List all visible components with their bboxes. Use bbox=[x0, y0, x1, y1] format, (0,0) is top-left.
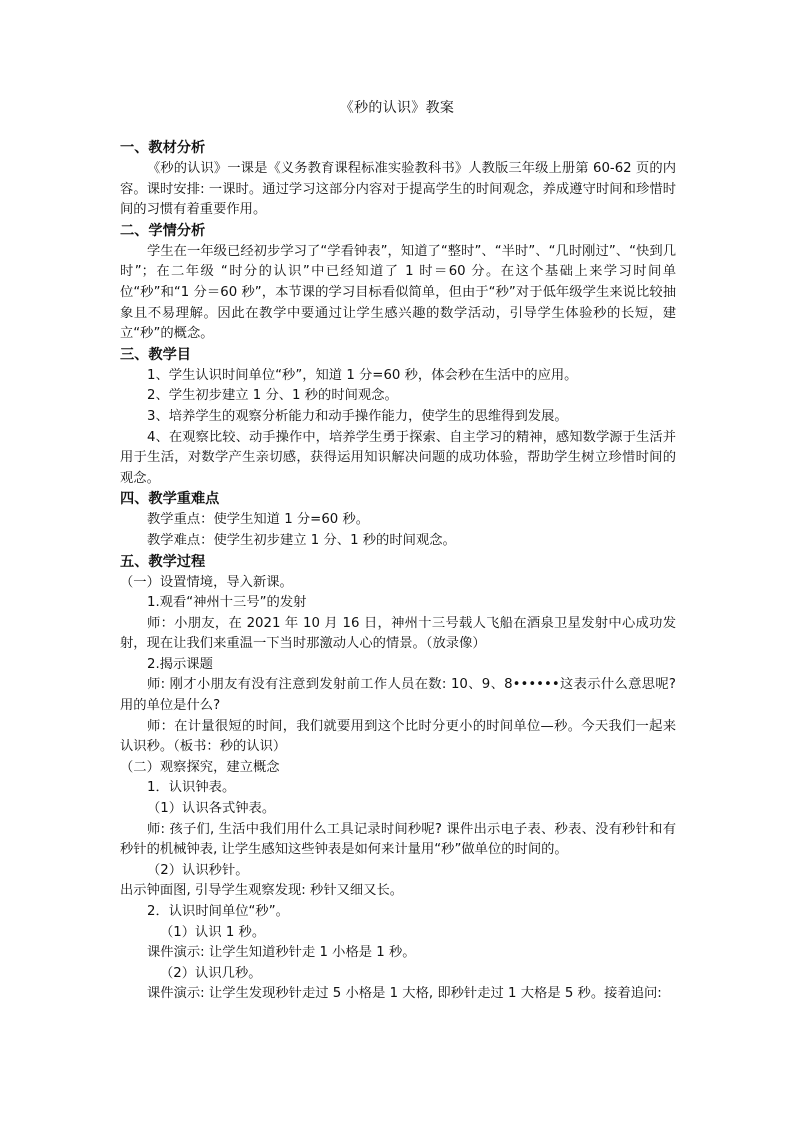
paragraph: 2、学生初步建立 1 分、1 秒的时间观念。 bbox=[147, 388, 398, 404]
paragraph: 《秒的认识》一课是《义务教育课程标准实验教科书》人教版三年级上册第 60-62 页的内容。课时安排: 一课时。通过学习这部分内容对于提高学生的时间观念，养成遵守时间和珍惜时间的习惯有着重要作用。 bbox=[120, 161, 676, 218]
paragraph: （2）认识几秒。 bbox=[160, 965, 262, 981]
paragraph: 师: 刚才小朋友有没有注意到发射前工作人员在数: 10、9、8••••••这表示什么意思呢? 用的单位是什么? bbox=[120, 677, 676, 714]
paragraph: （2）认识秒针。 bbox=[147, 862, 249, 878]
paragraph: 师：小朋友，在 2021 年 10 月 16 日，神州十三号载人飞船在酒泉卫星发射中心成功发射，现在让我们来重温一下当时那激动人心的情景。（放录像） bbox=[120, 615, 676, 652]
paragraph: 1.观看“神州十三号”的发射 bbox=[147, 595, 307, 611]
paragraph: 课件演示: 让学生发现秒针走过 5 小格是 1 大格, 即秒针走过 1 大格是 5 秒。接着追问: bbox=[147, 986, 662, 1002]
section-heading: 一、教材分析 bbox=[120, 140, 206, 156]
section-heading: 四、教学重难点 bbox=[120, 491, 220, 508]
subsection-heading: （一）设置情境，导入新课。 bbox=[120, 574, 293, 590]
paragraph: 师: 孩子们, 生活中我们用什么工具记录时间秒呢? 课件出示电子表、秒表、没有秒针和有秒针的机械钟表, 让学生感知这些钟表是如何来计量用“秒”做单位的时间的。 bbox=[120, 821, 676, 858]
paragraph: 4、在观察比较、动手操作中，培养学生勇于探索、自主学习的精神，感知数学源于生活并用于生活，对数学产生亲切感，获得运用知识解决问题的成功体验，帮助学生树立珍惜时间的观念。 bbox=[120, 429, 676, 486]
paragraph: 出示钟面图, 引导学生观察发现: 秒针又细又长。 bbox=[120, 883, 404, 899]
section-heading: 五、教学过程 bbox=[120, 553, 206, 570]
paragraph: （1）认识 1 秒。 bbox=[160, 924, 266, 940]
section-heading: 二、学情分析 bbox=[120, 222, 206, 239]
paragraph: （1）认识各式钟表。 bbox=[147, 801, 276, 817]
document-title: 《秒的认识》教案 bbox=[339, 100, 455, 116]
document-body bbox=[120, 138, 676, 1005]
paragraph: 师：在计量很短的时间，我们就要用到这个比时分更小的时间单位—秒。今天我们一起来认识秒。（板书：秒的认识） bbox=[120, 718, 676, 755]
paragraph: 3、培养学生的观察分析能力和动手操作能力，使学生的思维得到发展。 bbox=[147, 408, 568, 424]
paragraph: 1．认识钟表。 bbox=[147, 780, 236, 796]
subsection-heading: （二）观察探究，建立概念 bbox=[120, 759, 280, 775]
paragraph: 课件演示: 让学生知道秒针走 1 小格是 1 秒。 bbox=[147, 945, 416, 961]
paragraph: 学生在一年级已经初步学习了“学看钟表”，知道了“整时”、“半时”、“几时刚过”、“快到几时”；在二年级 “时分的认识”中已经知道了 1 时＝60 分。在这个基础上来学习时间单位“秒”和“1 分＝60 秒”，本节课的学习目标看似简单，但由于“秒”对于低年级学生来说比较抽象且不易理解。因此在教学中要通过让学生感兴趣的数学活动，引导学生体验秒的长短，建立“秒”的概念。 bbox=[120, 243, 676, 342]
paragraph: 教学重点：使学生知道 1 分=60 秒。 bbox=[147, 512, 370, 528]
paragraph: 2.揭示课题 bbox=[147, 656, 213, 672]
paragraph: 1、学生认识时间单位“秒”，知道 1 分=60 秒，体会秒在生活中的应用。 bbox=[147, 367, 578, 383]
section-heading: 三、教学目 bbox=[120, 346, 191, 363]
paragraph: 教学难点：使学生初步建立 1 分、1 秒的时间观念。 bbox=[147, 532, 456, 548]
paragraph: 2．认识时间单位“秒”。 bbox=[147, 904, 289, 919]
